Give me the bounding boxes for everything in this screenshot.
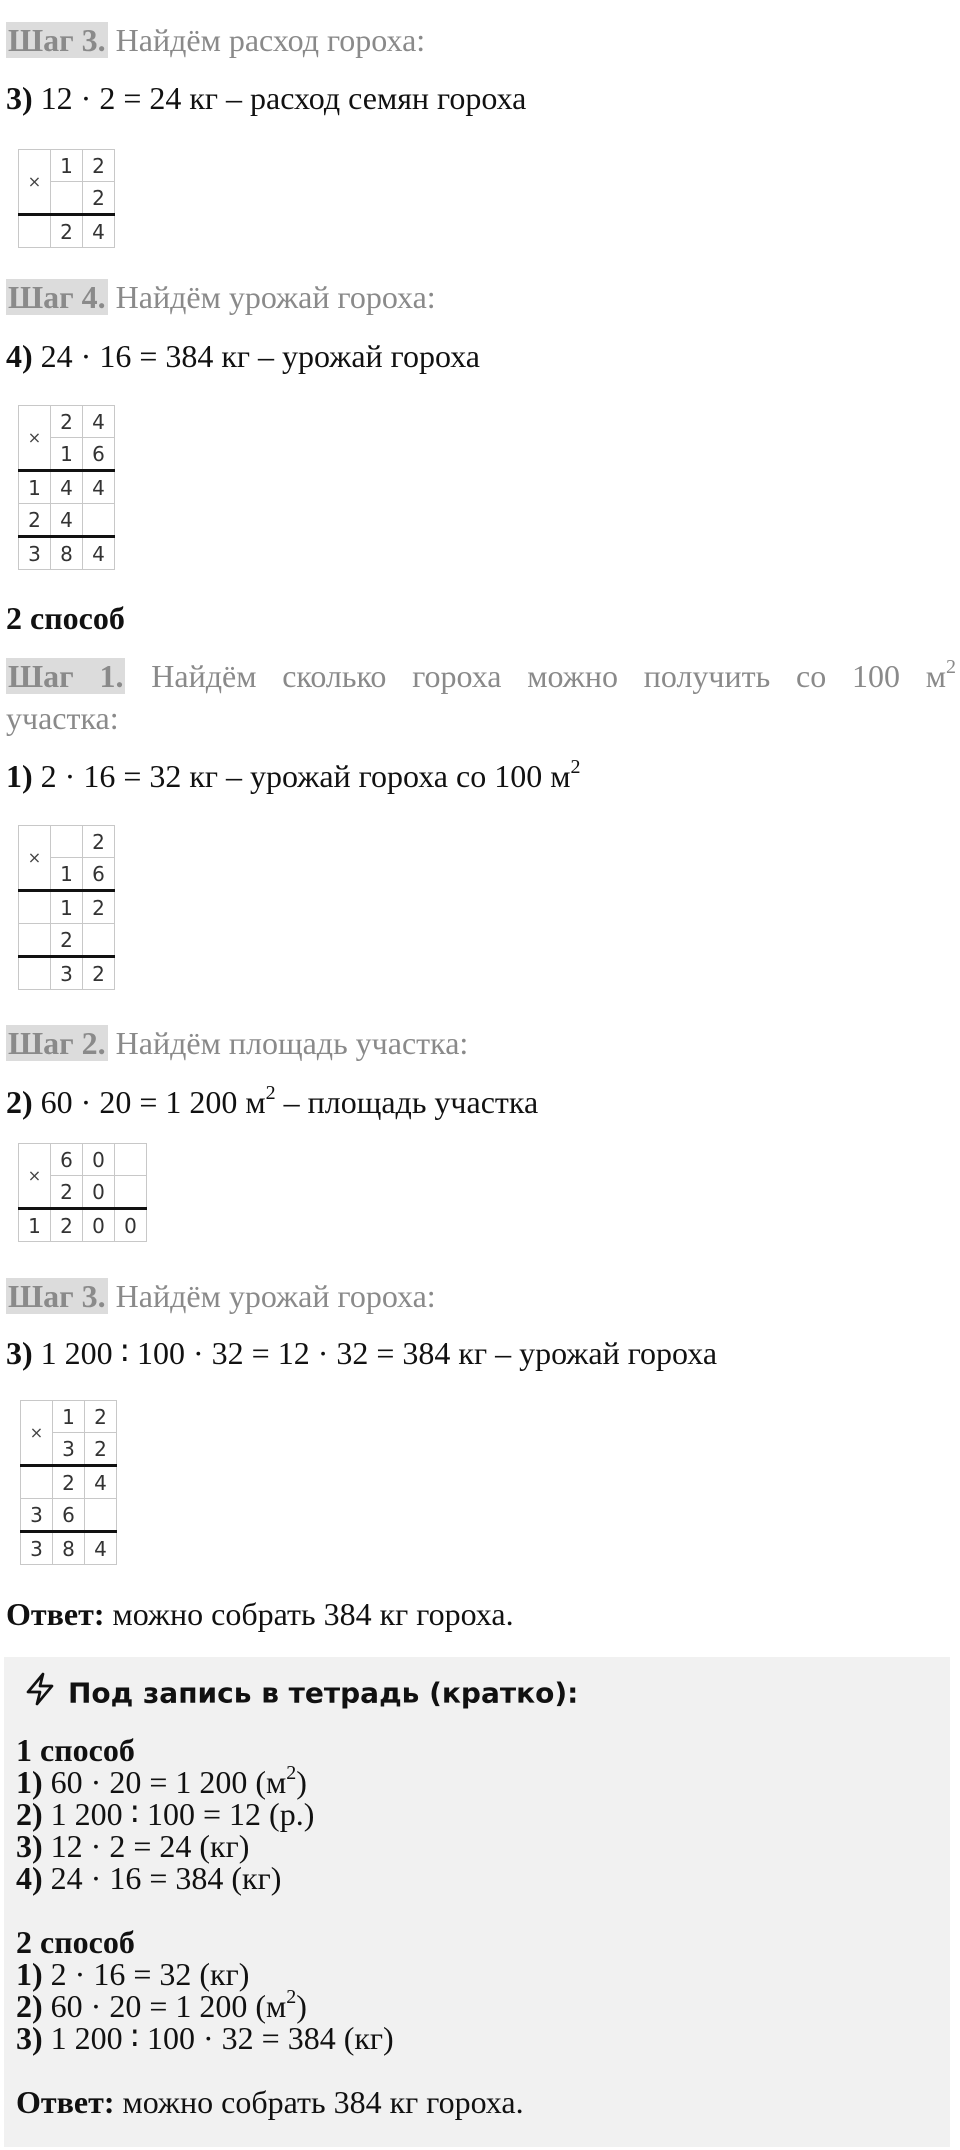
calc-text: 60 · 20 = 1 200 м bbox=[40, 1084, 266, 1120]
calc-text: 1 200 ∶ 100 = 12 (р.) bbox=[50, 1796, 315, 1832]
grid-cell: 4 bbox=[51, 504, 83, 537]
grid-cell: 4 bbox=[83, 406, 115, 438]
superscript: 2 bbox=[265, 1082, 276, 1105]
grid-cell bbox=[19, 957, 51, 990]
grid-row bbox=[19, 504, 115, 537]
grid-cell bbox=[51, 826, 83, 858]
grid-cell: 2 bbox=[51, 406, 83, 438]
calc-number: 1) bbox=[6, 758, 33, 794]
calc-text: 12 · 2 = 24 кг – расход семян гороха bbox=[40, 80, 527, 116]
grid-cell: 0 bbox=[115, 1209, 147, 1242]
grid-cell: 6 bbox=[51, 1144, 83, 1176]
grid-cell: 0 bbox=[83, 1176, 115, 1209]
superscript: 2 bbox=[570, 756, 581, 779]
step-text: Найдём расход гороха: bbox=[115, 22, 426, 58]
calc-text-after: ) bbox=[296, 1764, 307, 1800]
grid-cell bbox=[19, 891, 51, 924]
multiplication-grid bbox=[18, 1143, 147, 1242]
multiply-sign: × bbox=[19, 150, 51, 215]
calc-text: 24 · 16 = 384 (кг) bbox=[50, 1860, 282, 1896]
grid-cell: 3 bbox=[21, 1532, 53, 1565]
grid-cell: 2 bbox=[85, 1433, 117, 1466]
grid-cell: 4 bbox=[51, 471, 83, 504]
grid-cell: 2 bbox=[83, 150, 115, 182]
multiply-sign: × bbox=[21, 1401, 53, 1466]
calc-text-after: – площадь участка bbox=[275, 1084, 539, 1120]
step-label: Шаг 1. bbox=[8, 658, 124, 694]
grid-cell bbox=[19, 924, 51, 957]
grid-cell bbox=[85, 1499, 117, 1532]
grid-row bbox=[19, 471, 115, 504]
notebook-calc-line bbox=[16, 1858, 281, 1898]
lightning-icon bbox=[22, 1671, 58, 1718]
grid-row bbox=[21, 1499, 117, 1532]
grid-cell bbox=[19, 215, 51, 248]
answer-text: можно собрать 384 кг гороха. bbox=[112, 1596, 514, 1632]
notebook-method-2-heading: 2 способ bbox=[16, 1924, 135, 1960]
calc-number: 4) bbox=[6, 338, 33, 374]
grid-cell: 6 bbox=[83, 858, 115, 891]
grid-cell: 8 bbox=[53, 1532, 85, 1565]
calc-number: 4) bbox=[16, 1860, 43, 1896]
multiplication-grid bbox=[20, 1400, 117, 1565]
calc-text: 60 · 20 = 1 200 (м bbox=[50, 1988, 287, 2024]
superscript: 2 bbox=[946, 656, 957, 679]
grid-row bbox=[19, 537, 115, 570]
grid-row bbox=[21, 1532, 117, 1565]
calc-text: 12 · 2 = 24 (кг) bbox=[50, 1828, 250, 1864]
grid-cell bbox=[83, 924, 115, 957]
calc-text: 2 · 16 = 32 (кг) bbox=[50, 1956, 250, 1992]
grid-row bbox=[19, 957, 115, 990]
grid-row bbox=[19, 406, 115, 438]
grid-cell: 1 bbox=[51, 438, 83, 471]
grid-row bbox=[19, 150, 115, 182]
calc-number: 3) bbox=[6, 1335, 33, 1371]
grid-cell: 3 bbox=[21, 1499, 53, 1532]
multiplication-grid bbox=[18, 405, 115, 570]
notebook-answer-text: можно собрать 384 кг гороха. bbox=[122, 2084, 524, 2120]
grid-cell: 3 bbox=[51, 957, 83, 990]
grid-cell bbox=[115, 1144, 147, 1176]
calc-text: 60 · 20 = 1 200 (м bbox=[50, 1764, 287, 1800]
notebook-answer-label: Ответ: bbox=[16, 2084, 115, 2120]
answer-label: Ответ: bbox=[6, 1596, 105, 1632]
step-1-title-line2: участка: bbox=[6, 700, 119, 736]
grid-cell: 0 bbox=[83, 1144, 115, 1176]
notebook-title bbox=[22, 1671, 578, 1718]
calc-line-1 bbox=[6, 756, 580, 796]
grid-row bbox=[21, 1401, 117, 1433]
superscript: 2 bbox=[286, 1986, 297, 2009]
multiply-sign: × bbox=[19, 1144, 51, 1209]
grid-cell: 2 bbox=[83, 891, 115, 924]
notebook-title-text: Под запись в тетрадь (кратко): bbox=[68, 1676, 579, 1710]
method-2-heading: 2 способ bbox=[6, 600, 125, 636]
step-1-title bbox=[6, 656, 956, 696]
calc-number: 3) bbox=[16, 1828, 43, 1864]
grid-cell: 1 bbox=[51, 858, 83, 891]
grid-cell: 6 bbox=[53, 1499, 85, 1532]
grid-cell: 1 bbox=[51, 891, 83, 924]
grid-cell: 2 bbox=[83, 182, 115, 215]
calc-number: 3) bbox=[16, 2020, 43, 2056]
calc-number: 1) bbox=[16, 1956, 43, 1992]
calc-line-3b bbox=[6, 1333, 717, 1373]
step-label: Шаг 2. bbox=[8, 1025, 106, 1061]
grid-cell bbox=[115, 1176, 147, 1209]
calc-number: 2) bbox=[6, 1084, 33, 1120]
grid-row bbox=[19, 1209, 147, 1242]
calc-number: 1) bbox=[16, 1764, 43, 1800]
calc-text: 1 200 ∶ 100 · 32 = 384 (кг) bbox=[50, 2020, 394, 2056]
step-label: Шаг 3. bbox=[8, 1278, 106, 1314]
grid-cell: 4 bbox=[83, 537, 115, 570]
notebook-calc-line bbox=[16, 2018, 394, 2058]
step-3b-title bbox=[6, 1276, 436, 1316]
grid-cell: 2 bbox=[51, 1176, 83, 1209]
grid-cell: 4 bbox=[83, 471, 115, 504]
grid-cell bbox=[83, 504, 115, 537]
grid-cell bbox=[51, 182, 83, 215]
step-3-title bbox=[6, 20, 425, 60]
calc-text: 24 · 16 = 384 кг – урожай гороха bbox=[40, 338, 480, 374]
calc-number: 2) bbox=[16, 1796, 43, 1832]
calc-text: 2 · 16 = 32 кг – урожай гороха со 100 м bbox=[40, 758, 571, 794]
step-label: Шаг 3. bbox=[8, 22, 106, 58]
superscript: 2 bbox=[286, 1762, 297, 1785]
step-text: Найдём площадь участка: bbox=[115, 1025, 469, 1061]
calc-number: 3) bbox=[6, 80, 33, 116]
grid-cell: 2 bbox=[53, 1466, 85, 1499]
grid-cell: 2 bbox=[83, 826, 115, 858]
grid-row bbox=[19, 891, 115, 924]
grid-cell: 1 bbox=[19, 471, 51, 504]
grid-cell: 6 bbox=[83, 438, 115, 471]
grid-cell: 4 bbox=[83, 215, 115, 248]
multiply-sign: × bbox=[19, 406, 51, 471]
grid-row bbox=[19, 215, 115, 248]
calc-line-2 bbox=[6, 1082, 538, 1122]
notebook-answer bbox=[16, 2082, 524, 2122]
step-4-title bbox=[6, 277, 436, 317]
grid-cell: 4 bbox=[85, 1532, 117, 1565]
grid-cell: 2 bbox=[19, 504, 51, 537]
calc-number: 2) bbox=[16, 1988, 43, 2024]
calc-line-4 bbox=[6, 336, 480, 376]
grid-cell bbox=[21, 1466, 53, 1499]
multiply-sign: × bbox=[19, 826, 51, 891]
step-text: Найдём урожай гороха: bbox=[115, 1278, 436, 1314]
multiplication-grid bbox=[18, 149, 115, 248]
calc-text: 1 200 ∶ 100 · 32 = 12 · 32 = 384 кг – урожай гороха bbox=[40, 1335, 718, 1371]
notebook-method-1-heading: 1 способ bbox=[16, 1732, 135, 1768]
step-2-title bbox=[6, 1023, 468, 1063]
calc-line-3 bbox=[6, 78, 526, 118]
grid-cell: 2 bbox=[51, 1209, 83, 1242]
grid-cell: 2 bbox=[83, 957, 115, 990]
step-label: Шаг 4. bbox=[8, 279, 106, 315]
grid-cell: 3 bbox=[53, 1433, 85, 1466]
grid-cell: 8 bbox=[51, 537, 83, 570]
grid-cell: 3 bbox=[19, 537, 51, 570]
answer-line bbox=[6, 1594, 514, 1634]
notebook-summary-box bbox=[4, 1657, 950, 2147]
grid-cell: 2 bbox=[85, 1401, 117, 1433]
grid-cell: 1 bbox=[53, 1401, 85, 1433]
grid-cell: 4 bbox=[85, 1466, 117, 1499]
calc-text-after: ) bbox=[296, 1988, 307, 2024]
grid-row bbox=[19, 826, 115, 858]
grid-cell: 0 bbox=[83, 1209, 115, 1242]
grid-row bbox=[19, 1144, 147, 1176]
grid-row bbox=[21, 1466, 117, 1499]
grid-cell: 2 bbox=[51, 215, 83, 248]
grid-cell: 1 bbox=[19, 1209, 51, 1242]
grid-cell: 2 bbox=[51, 924, 83, 957]
multiplication-grid bbox=[18, 825, 115, 990]
step-text: Найдём сколько гороха можно получить со 100 м bbox=[151, 658, 947, 694]
grid-row bbox=[19, 924, 115, 957]
step-text: Найдём урожай гороха: bbox=[115, 279, 436, 315]
grid-cell: 1 bbox=[51, 150, 83, 182]
